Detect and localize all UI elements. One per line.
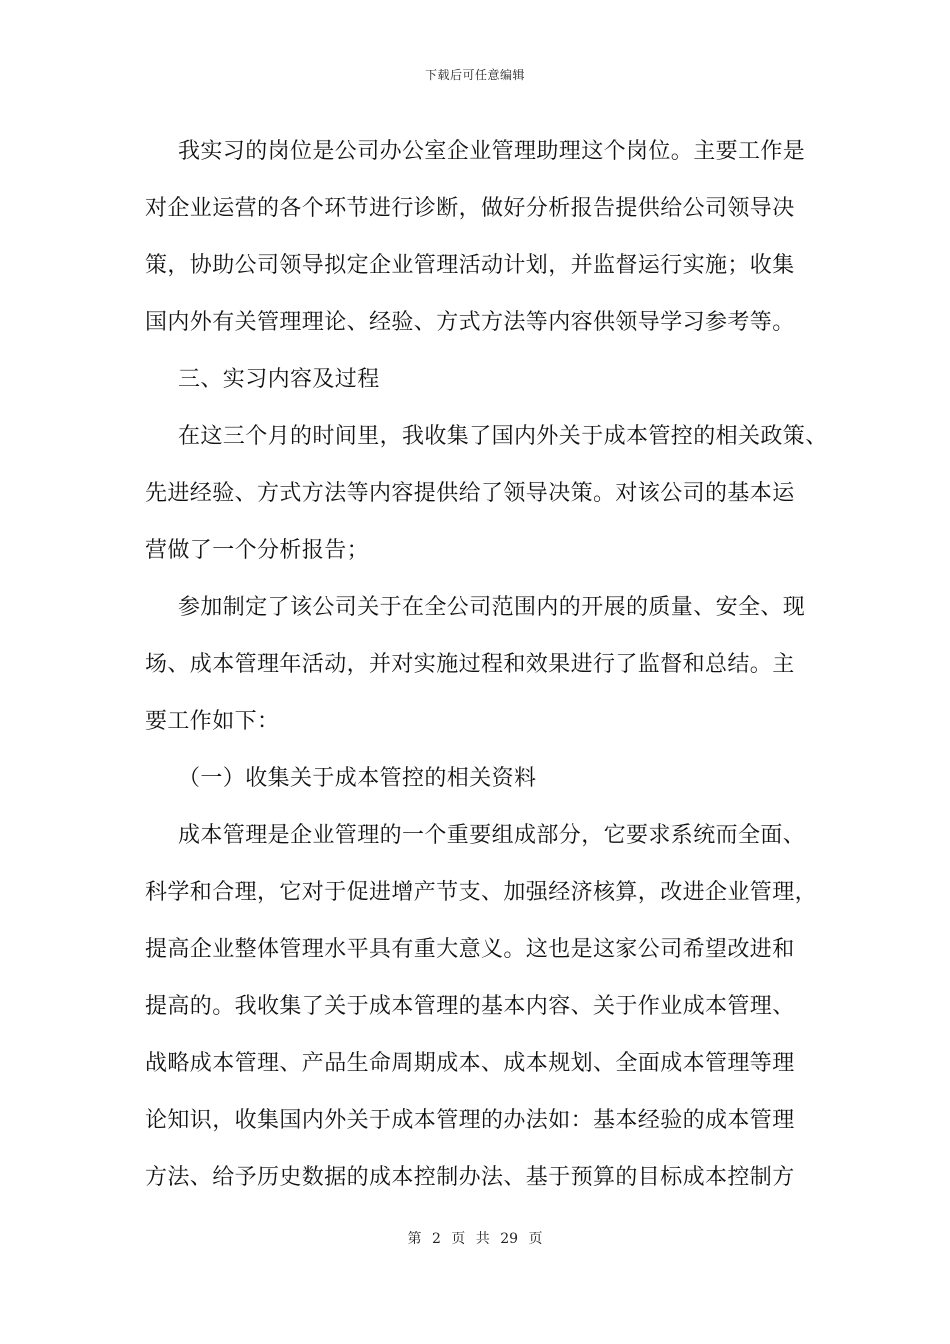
paragraph-line: 要工作如下： <box>145 709 280 734</box>
paragraph-line: 国内外有关管理理论、经验、方式方法等内容供领导学习参考等。 <box>145 310 795 335</box>
paragraph-line: 先进经验、方式方法等内容提供给了领导决策。对该公司的基本运 <box>145 481 795 506</box>
paragraph-line: 对企业运营的各个环节进行诊断，做好分析报告提供给公司领导决 <box>145 196 795 221</box>
subsection-heading: （一）收集关于成本管控的相关资料 <box>178 766 537 791</box>
paragraph-line: 策，协助公司领导拟定企业管理活动计划，并监督运行实施；收集 <box>145 253 795 278</box>
paragraph-line: 营做了一个分析报告； <box>145 538 370 563</box>
paragraph-line: 在这三个月的时间里，我收集了国内外关于成本管控的相关政策、 <box>178 424 828 449</box>
paragraph-line: 场、成本管理年活动，并对实施过程和效果进行了监督和总结。主 <box>145 652 795 677</box>
page-number-footer: 第 2 页 共 29 页 <box>407 1231 543 1247</box>
paragraph-line: 战略成本管理、产品生命周期成本、成本规划、全面成本管理等理 <box>145 1051 795 1076</box>
paragraph-line: 提高的。我收集了关于成本管理的基本内容、关于作业成本管理、 <box>145 994 795 1019</box>
paragraph-line: 成本管理是企业管理的一个重要组成部分，它要求系统而全面、 <box>178 823 806 848</box>
paragraph-line: 提高企业整体管理水平具有重大意义。这也是这家公司希望改进和 <box>145 937 795 962</box>
paragraph-line: 参加制定了该公司关于在全公司范围内的开展的质量、安全、现 <box>178 595 806 620</box>
paragraph-line: 科学和合理，它对于促进增产节支、加强经济核算，改进企业管理， <box>145 880 818 905</box>
page-header-note: 下载后可任意编辑 <box>424 68 525 82</box>
section-heading: 三、实习内容及过程 <box>178 367 380 392</box>
paragraph-line: 我实习的岗位是公司办公室企业管理助理这个岗位。主要工作是 <box>178 139 806 164</box>
paragraph-line: 论知识，收集国内外关于成本管理的办法如：基本经验的成本管理 <box>145 1108 795 1133</box>
paragraph-line: 方法、给予历史数据的成本控制办法、基于预算的目标成本控制方 <box>145 1165 795 1190</box>
